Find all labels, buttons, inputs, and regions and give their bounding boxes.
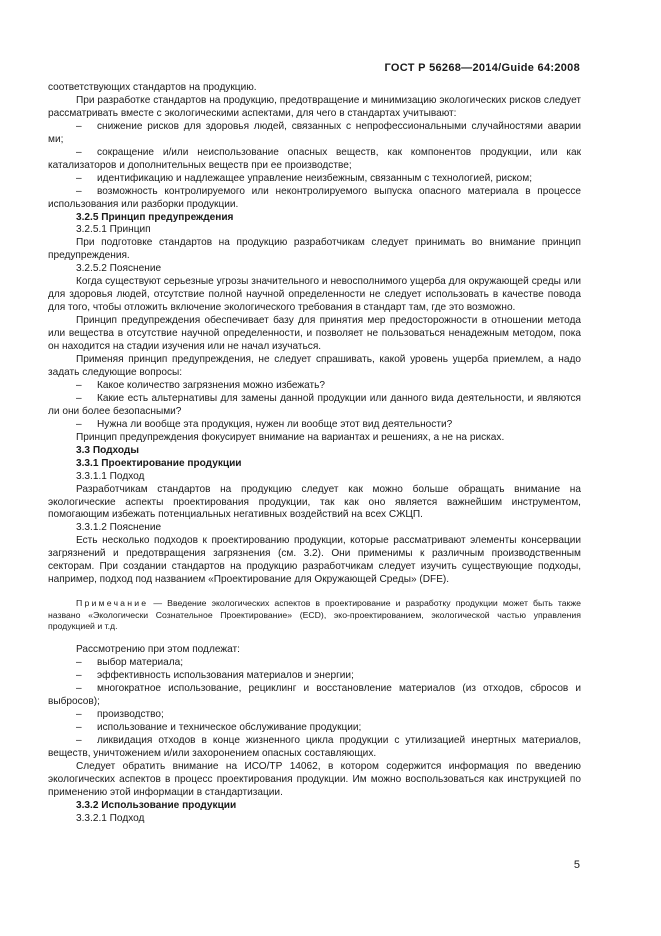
list-item — [48, 722, 581, 735]
dash-bullet: – — [76, 146, 82, 158]
dash-bullet: – — [76, 379, 82, 391]
dash-bullet: – — [76, 722, 82, 734]
subsection-heading: 3.2.5.2 Пояснение — [76, 263, 162, 275]
paragraph: соответствующих стандартов на продукцию. — [48, 82, 257, 93]
list-item-text: Какое количество загрязнения можно избежать? — [97, 379, 326, 391]
list-item — [48, 657, 581, 670]
list-item-text: сокращение и/или неиспользование опасных веществ, как компонентов продукции, или как катализаторов и дополнительных веществ при ее производстве; — [48, 146, 581, 171]
list-item — [48, 186, 581, 212]
paragraph: Разработчикам стандартов на продукцию следует как можно больше обращать внимание на экологические аспекты проектирования продукции, так как оно является важнейшим инструментом, помогающим избежать потенциальных негативных воздействий на всех СЖЦП. — [48, 483, 581, 521]
list-item-text: Какие есть альтернативы для замены данной продукции или данного вида деятельности, и являются ли они более безопасными? — [48, 392, 581, 417]
dash-bullet: – — [76, 709, 82, 721]
subsection-heading: 3.3.1.1 Подход — [76, 470, 145, 482]
list-item-text: многократное использование, рециклинг и восстановление материалов (из отходов, сбросов и выбросов); — [48, 683, 581, 708]
list-item-text: идентификацию и надлежащее управление неизбежным, связанным с технологией, риском; — [97, 172, 533, 184]
list-item — [48, 380, 581, 393]
subsection-heading: 3.2.5.1 Принцип — [76, 224, 151, 236]
dash-bullet: – — [76, 735, 82, 747]
paragraph: Следует обратить внимание на ИСО/ТР 14062, в котором содержится информация по введению экологических аспектов в процесс проектирования продукции. Им можно воспользоваться как инструкцией по применению этой информации в стандартизации. — [48, 760, 581, 798]
paragraph: Принцип предупреждения обеспечивает базу для принятия мер предосторожности в отношении метода или вещества в отсутствие научной определенности, и позволяет не пользоваться ненадежным методом, пока он находится на стадии изучения или не начал изучаться. — [48, 315, 581, 353]
list-item — [48, 670, 581, 683]
dash-bullet: – — [76, 670, 82, 682]
section-heading: 3.3.2 Использование продукции — [76, 799, 237, 811]
list-item-text: производство; — [97, 709, 164, 721]
list-item-text: возможность контролируемого или неконтролируемого выпуска опасного материала в процессе использования или разборки продукции. — [48, 185, 581, 210]
section-heading: 3.2.5 Принцип предупреждения — [76, 211, 234, 223]
paragraph: Рассмотрению при этом подлежат: — [76, 644, 240, 656]
dash-bullet: – — [76, 120, 82, 132]
list-item-text: Нужна ли вообще эта продукция, нужен ли вообще этот вид деятельности? — [97, 418, 453, 430]
paragraph: При подготовке стандартов на продукцию разработчикам следует принимать во внимание принцип предупреждения. — [48, 237, 581, 262]
list-item — [48, 735, 581, 761]
list-item-text: эффективность использования материалов и энергии; — [97, 670, 354, 682]
document-body — [48, 82, 581, 826]
paragraph: При разработке стандартов на продукцию, предотвращение и минимизацию экологических рисков следует рассматривать вместе с экологическими аспектами, для чего в стандартах учитывают: — [48, 94, 581, 119]
list-item — [48, 147, 581, 173]
list-item — [48, 683, 581, 709]
paragraph: Применяя принцип предупреждения, не следует спрашивать, какой уровень ущерба приемлем, а надо задать следующие вопросы: — [48, 354, 581, 378]
note-text: — Введение экологических аспектов в проектирование и разработку продукции может быть также названо «Экологически Сознательное Проектирование» (ECD), эко-проектированием, экологической частью управления продукцией и т.д. — [48, 598, 581, 631]
paragraph: Когда существуют серьезные угрозы значительного и невосполнимого ущерба для окружающей среды или для здоровья людей, отсутствие полной научной определенности не следует использовать в качестве повода для того, чтобы отложить включение экологического требования в стандарт там, где это возможно. — [48, 276, 581, 314]
list-item — [48, 709, 581, 722]
dash-bullet: – — [76, 172, 82, 184]
list-item — [48, 393, 581, 419]
section-heading: 3.3 Подходы — [76, 444, 139, 456]
list-item-text: использование и техническое обслуживание продукции; — [97, 722, 362, 734]
list-item — [48, 173, 581, 186]
dash-bullet: – — [76, 657, 82, 669]
list-item-text: выбор материала; — [97, 657, 184, 669]
list-item-text: снижение рисков для здоровья людей, связанных с непрофессиональными случайностями аварии ми; — [48, 120, 581, 145]
dash-bullet: – — [76, 392, 82, 404]
list-item-text: ликвидация отходов в конце жизненного цикла продукции с утилизацией инертных материалов, веществ, уничтожением и/или захоронением опасных составляющих. — [48, 735, 581, 760]
paragraph: Принцип предупреждения фокусирует внимание на вариантах и решениях, а не на рисках. — [76, 431, 505, 443]
document-header: ГОСТ Р 56268—2014/Guide 64:2008 — [384, 62, 580, 74]
dash-bullet: – — [76, 185, 82, 197]
section-heading: 3.3.1 Проектирование продукции — [76, 457, 242, 469]
list-item — [48, 419, 581, 432]
dash-bullet: – — [76, 418, 82, 430]
note-label: Примечание — [76, 598, 149, 609]
dash-bullet: – — [76, 683, 82, 695]
subsection-heading: 3.3.1.2 Пояснение — [76, 522, 162, 534]
page-number: 5 — [573, 859, 580, 871]
list-item — [48, 121, 581, 147]
paragraph: Есть несколько подходов к проектированию продукции, которые рассматривают элементы консервации загрязнений и предотвращения загрязнения (см. 3.2). Они применимы к различным производственным секторам. При создании стандартов на продукцию разработчикам следует изучить существующие подходы, например, подход под названием «Проектирование для Окружающей Среды» (DFE). — [48, 535, 581, 586]
note — [48, 598, 581, 632]
subsection-heading: 3.3.2.1 Подход — [76, 812, 145, 824]
